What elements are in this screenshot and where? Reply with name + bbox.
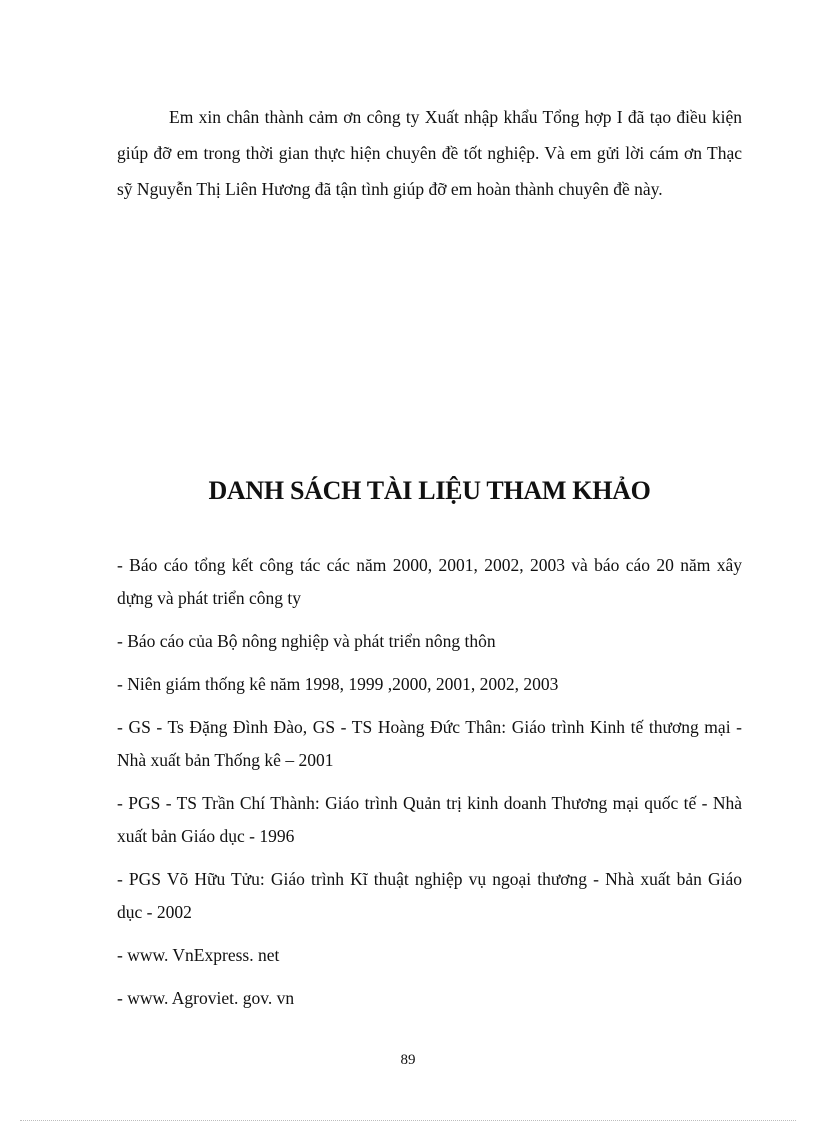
reference-item: - Báo cáo của Bộ nông nghiệp và phát triển nông thôn (117, 631, 496, 651)
reference-item: - www. VnExpress. net (117, 945, 280, 965)
page-number: 89 (400, 1052, 416, 1068)
reference-item: - PGS - TS Trần Chí Thành: Giáo trình Quản trị kinh doanh Thương mại quốc tế - Nhà xuất bản Giáo dục - 1996 (117, 793, 742, 846)
reference-item: - PGS Võ Hữu Tửu: Giáo trình Kĩ thuật nghiệp vụ ngoại thương - Nhà xuất bản Giáo dục - 2002 (117, 869, 742, 922)
acknowledgement-paragraph: Em xin chân thành cảm ơn công ty Xuất nhập khẩu Tổng hợp I đã tạo điều kiện giúp đỡ em trong thời gian thực hiện chuyên đề tốt nghiệp. Và em gửi lời cám ơn Thạc sỹ Nguyễn Thị Liên Hương đã tận tình giúp đỡ em hoàn thành chuyên đề này. (117, 107, 742, 199)
reference-item: - Niên giám thống kê năm 1998, 1999 ,2000, 2001, 2002, 2003 (117, 674, 559, 694)
reference-item: - www. Agroviet. gov. vn (117, 988, 295, 1008)
references-heading: DANH SÁCH TÀI LIỆU THAM KHẢO (208, 476, 651, 505)
reference-item: - Báo cáo tổng kết công tác các năm 2000, 2001, 2002, 2003 và báo cáo 20 năm xây dựng và phát triển công ty (117, 555, 742, 608)
footer-divider (20, 1120, 796, 1121)
reference-list (117, 549, 742, 1025)
reference-item: - GS - Ts Đặng Đình Đào, GS - TS Hoàng Đức Thân: Giáo trình Kinh tế thương mại - Nhà xuất bản Thống kê – 2001 (117, 717, 742, 770)
